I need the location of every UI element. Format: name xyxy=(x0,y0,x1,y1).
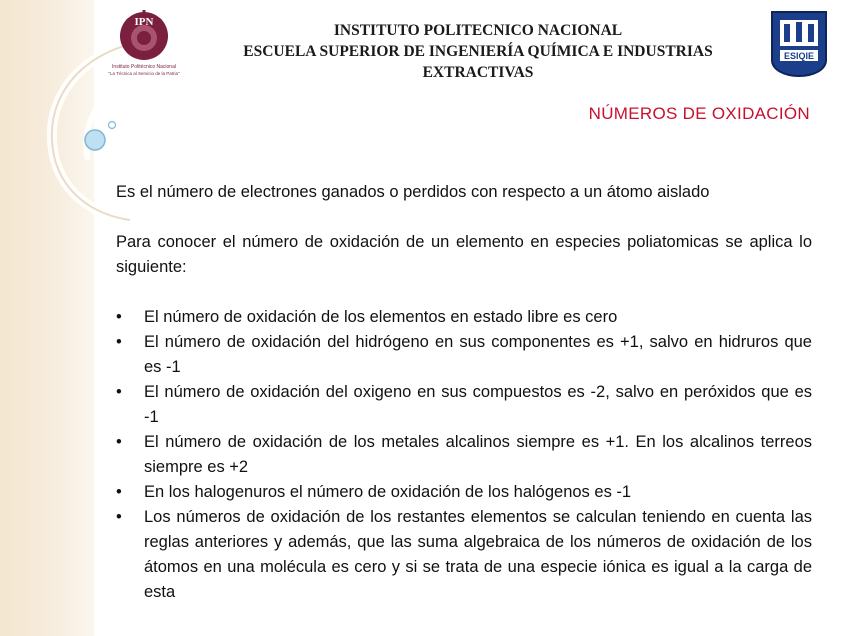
list-item xyxy=(116,305,812,330)
list-item-text: El número de oxidación de los metales alcalinos siempre es +1. En los alcalinos terreos siempre es +2 xyxy=(144,433,812,476)
institution-header xyxy=(196,20,760,83)
intro-definition: Es el número de electrones ganados o perdidos con respecto a un átomo aislado xyxy=(116,183,710,201)
ipn-logo-caption-2: "La Técnica al Servicio de la Patria" xyxy=(108,71,180,76)
bullet-icon: • xyxy=(116,483,122,501)
bullet-icon: • xyxy=(116,508,122,526)
esiqie-logo-icon xyxy=(768,8,830,78)
ipn-logo xyxy=(98,6,194,80)
list-item xyxy=(116,380,812,430)
slide-body xyxy=(116,180,812,605)
ipn-logo-text: IPN xyxy=(134,16,154,28)
bullet-icon: • xyxy=(116,333,122,351)
esiqie-logo-text: ESIQIE xyxy=(783,51,815,61)
ipn-logo-icon xyxy=(98,6,194,80)
list-item xyxy=(116,430,812,480)
bullet-icon: • xyxy=(116,383,122,401)
list-item xyxy=(116,505,812,605)
institution-name: INSTITUTO POLITECNICO NACIONAL xyxy=(333,22,623,39)
intro-instructions: Para conocer el número de oxidación de un elemento en especies poliatomicas se aplica lo siguiente: xyxy=(116,233,812,276)
school-name: ESCUELA SUPERIOR DE INGENIERÍA QUÍMICA E INDUSTRIAS EXTRACTIVAS xyxy=(243,43,713,81)
rules-list xyxy=(116,305,812,605)
list-item-text: El número de oxidación del oxigeno en sus compuestos es -2, salvo en peróxidos que es -1 xyxy=(144,383,812,426)
ipn-logo-caption-1: Instituto Politécnico Nacional xyxy=(112,64,176,70)
list-item-text: Los números de oxidación de los restantes elementos se calculan teniendo en cuenta las reglas anteriores y además, que las suma algebraica de los números de oxidación de los átomos en una molécula es cero y si se trata de una especie iónica es igual a la carga de esta xyxy=(144,508,812,601)
list-item-text: En los halogenuros el número de oxidación de los halógenos es -1 xyxy=(144,483,632,501)
list-item xyxy=(116,330,812,380)
list-item-text: El número de oxidación del hidrógeno en sus componentes es +1, salvo en hidruros que es -1 xyxy=(144,333,812,376)
bullet-icon: • xyxy=(116,433,122,451)
esiqie-logo xyxy=(768,8,830,78)
bullet-icon: • xyxy=(116,308,122,326)
list-item xyxy=(116,480,812,505)
slide-title: NÚMEROS DE OXIDACIÓN xyxy=(588,104,810,123)
list-item-text: El número de oxidación de los elementos en estado libre es cero xyxy=(144,308,618,326)
